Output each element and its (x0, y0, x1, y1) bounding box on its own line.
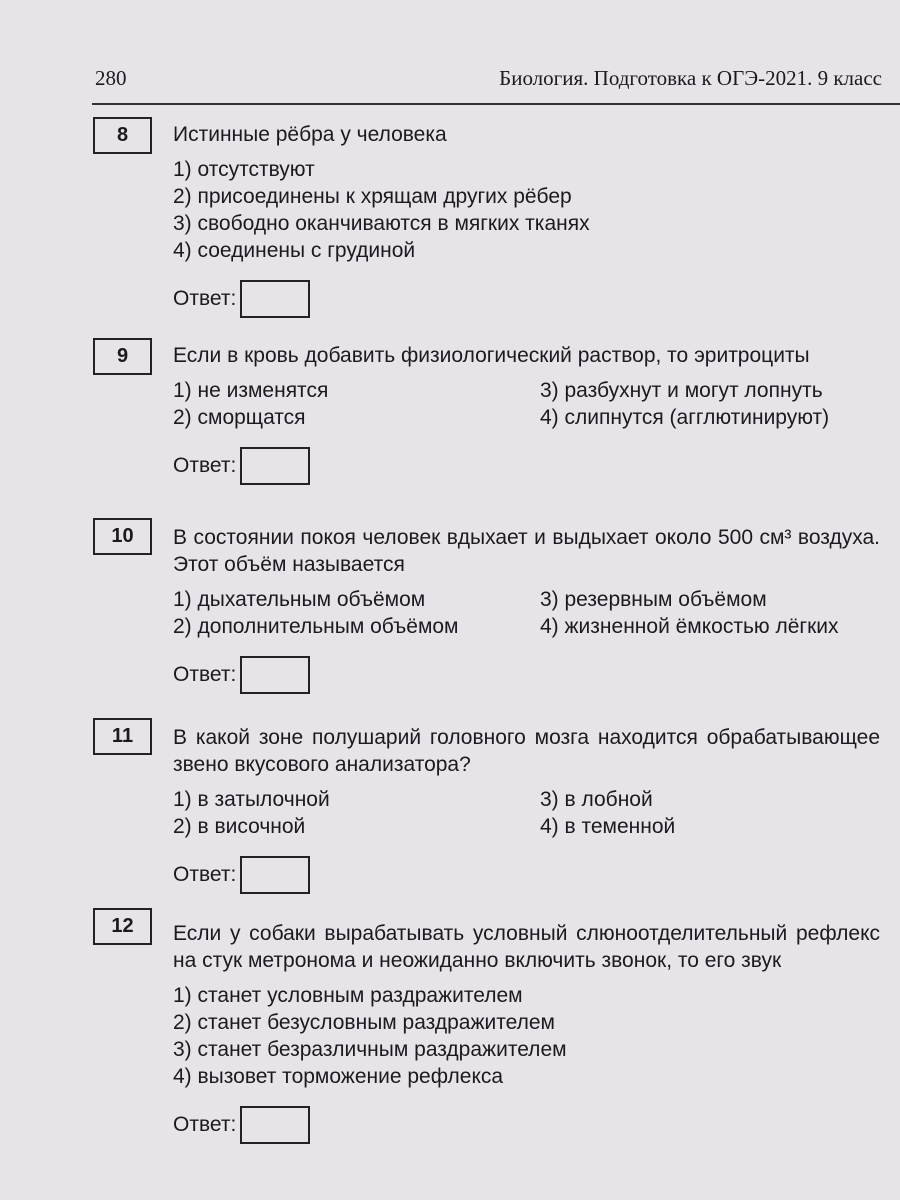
option: 1) дыхательным объёмом (173, 588, 426, 611)
option: 4) в теменной (540, 815, 676, 838)
answer-box[interactable] (240, 280, 310, 318)
question-9 (93, 338, 880, 479)
question-text: В состоянии покоя человек вдыхает и выдыхает около 500 см³ воздуха. Этот объём называется (173, 526, 880, 576)
option: 4) слипнутся (агглютинируют) (540, 406, 830, 429)
option: 1) не изменятся (173, 379, 329, 402)
option: 3) резервным объёмом (540, 588, 767, 611)
question-11 (93, 718, 880, 888)
option: 2) станет безусловным раздражителем (173, 1011, 555, 1034)
option: 3) станет безразличным раздражителем (173, 1038, 567, 1061)
option: 3) свободно оканчиваются в мягких тканях (173, 212, 590, 235)
option: 2) в височной (173, 815, 306, 838)
option: 1) станет условным раздражителем (173, 984, 523, 1007)
header-rule (92, 103, 900, 105)
question-12 (93, 908, 880, 1138)
question-text: Если у собаки вырабатывать условный слюноотделительный рефлекс на стук метронома и неожиданно включить звонок, то его звук (173, 922, 880, 972)
question-text: Истинные рёбра у человека (173, 123, 447, 146)
question-text: В какой зоне полушарий головного мозга находится обрабатывающее звено вкусового анализатора? (173, 726, 880, 776)
answer-box[interactable] (240, 1106, 310, 1144)
answer-label: Ответ: (173, 1113, 237, 1136)
option: 2) дополнительным объёмом (173, 615, 459, 638)
answer-box[interactable] (240, 447, 310, 485)
question-number: 12 (93, 908, 152, 945)
answer-label: Ответ: (173, 287, 237, 310)
question-number: 9 (93, 338, 152, 375)
option: 1) в затылочной (173, 788, 330, 811)
answer-label: Ответ: (173, 663, 237, 686)
answer-label: Ответ: (173, 863, 237, 886)
option: 4) соединены с грудиной (173, 239, 416, 262)
question-10 (93, 518, 880, 688)
question-number: 10 (93, 518, 152, 555)
question-number: 11 (93, 718, 152, 755)
answer-box[interactable] (240, 856, 310, 894)
question-text: Если в кровь добавить физиологический раствор, то эритроциты (173, 344, 810, 367)
option: 2) сморщатся (173, 406, 306, 429)
option: 4) жизненной ёмкостью лёгких (540, 615, 839, 638)
option: 3) в лобной (540, 788, 653, 811)
option: 4) вызовет торможение рефлекса (173, 1065, 504, 1088)
option: 1) отсутствуют (173, 158, 315, 181)
option: 3) разбухнут и могут лопнуть (540, 379, 823, 402)
answer-label: Ответ: (173, 454, 237, 477)
answer-box[interactable] (240, 656, 310, 694)
page-number: 280 (95, 66, 127, 90)
running-title: Биология. Подготовка к ОГЭ-2021. 9 класс (499, 66, 882, 90)
question-8 (93, 117, 880, 312)
option: 2) присоединены к хрящам других рёбер (173, 185, 572, 208)
question-number: 8 (93, 117, 152, 154)
